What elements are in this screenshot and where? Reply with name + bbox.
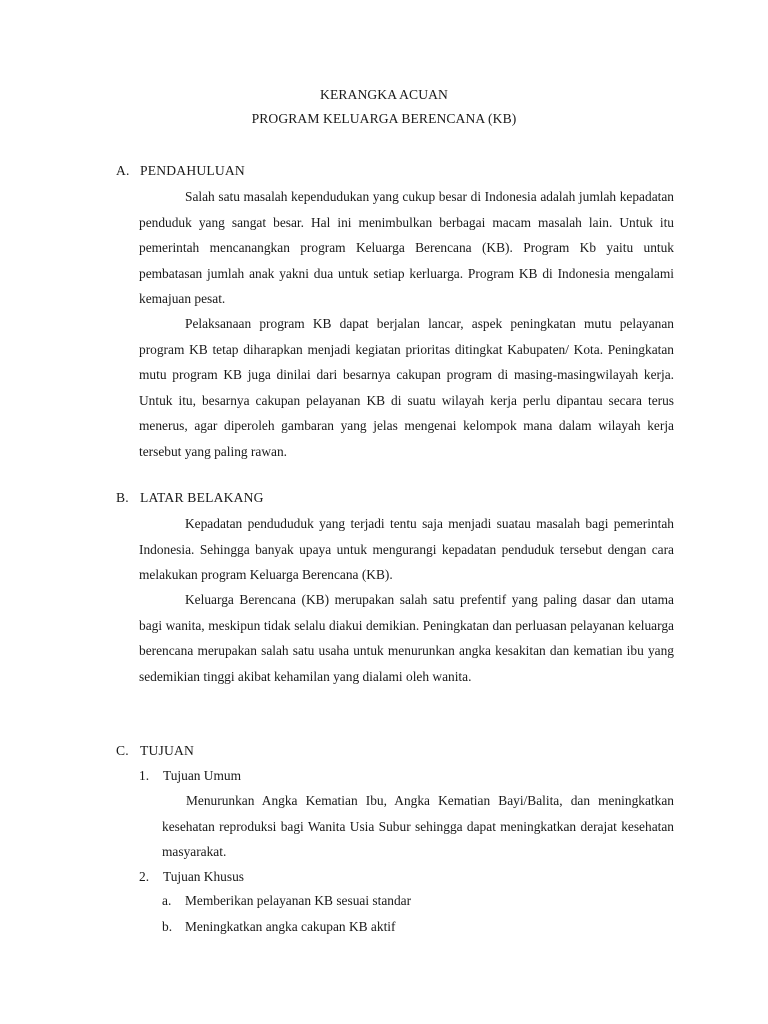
tujuan-khusus-sub-item-a xyxy=(162,893,411,909)
document-title-line1: KERANGKA ACUAN xyxy=(320,87,448,102)
tujuan-umum-number: 1. xyxy=(139,768,150,783)
section-a-letter: A. xyxy=(116,163,130,178)
section-b-paragraph-1: Kepadatan pendududuk yang terjadi tentu saja menjadi suatau masalah bagi pemerintah Indonesia. Sehingga banyak upaya untuk mengurangi kepadatan penduduk tersebut dengan cara melakukan program Keluarga Berencana (KB). xyxy=(139,516,674,582)
section-a-heading xyxy=(116,163,245,179)
section-a-paragraph-1: Salah satu masalah kependudukan yang cukup besar di Indonesia adalah jumlah kepadatan penduduk yang sangat besar. Hal ini menimbulkan berbagai macam masalah lain. Untuk itu pemerintah mencanangkan program Keluarga Berencana (KB). Program Kb yaitu untuk pembatasan jumlah anak yakni dua untuk setiap kerluarga. Program KB di Indonesia mengalami kemajuan pesat. xyxy=(139,189,674,306)
tujuan-khusus-label: Tujuan Khusus xyxy=(163,869,244,884)
sub-item-b-letter: b. xyxy=(162,919,173,934)
section-c-title: TUJUAN xyxy=(140,743,195,758)
tujuan-umum-label: Tujuan Umum xyxy=(163,768,242,783)
section-b-title: LATAR BELAKANG xyxy=(140,490,264,505)
section-b-paragraph-2: Keluarga Berencana (KB) merupakan salah satu prefentif yang paling dasar dan utama bagi wanita, meskipun tidak selalu diakui demikian. Peningkatan dan perluasan pelayanan keluarga berencana merupakan salah satu usaha untuk menurunkan angka kesakitan dan kematian ibu yang sedemikian tinggi akibat kehamilan yang dialami oleh wanita. xyxy=(139,592,674,684)
sub-item-b-text: Meningkatkan angka cakupan KB aktif xyxy=(185,919,396,934)
section-b-letter: B. xyxy=(116,490,129,505)
tujuan-khusus-number: 2. xyxy=(139,869,150,884)
section-a-title: PENDAHULUAN xyxy=(140,163,245,178)
section-c-letter: C. xyxy=(116,743,129,758)
sub-item-a-letter: a. xyxy=(162,893,172,908)
tujuan-khusus-sub-item-b xyxy=(162,919,395,935)
section-a-paragraph-2: Pelaksanaan program KB dapat berjalan lancar, aspek peningkatan mutu pelayanan program KB tetap diharapkan menjadi kegiatan prioritas ditingkat Kabupaten/ Kota. Peningkatan mutu program KB juga dinilai dari besarnya cakupan program di masing-masingwilayah kerja. Untuk itu, besarnya cakupan pelayanan KB di suatu wilayah kerja perlu dipantau secara terus menerus, agar diperoleh gambaran yang jelas mengenai kelompok mana dalam wilayah kerja tersebut yang paling rawan. xyxy=(139,316,674,459)
tujuan-umum-item xyxy=(139,768,241,784)
tujuan-umum-paragraph: Menurunkan Angka Kematian Ibu, Angka Kematian Bayi/Balita, dan meningkatkan kesehatan reproduksi bagi Wanita Usia Subur sehingga dapat meningkatkan derajat kesehatan masyarakat. xyxy=(162,793,674,859)
document-title-line2: PROGRAM KELUARGA BERENCANA (KB) xyxy=(251,111,517,126)
tujuan-khusus-item xyxy=(139,869,244,885)
sub-item-a-text: Memberikan pelayanan KB sesuai standar xyxy=(185,893,412,908)
section-b-heading xyxy=(116,490,264,506)
section-c-heading xyxy=(116,743,194,759)
